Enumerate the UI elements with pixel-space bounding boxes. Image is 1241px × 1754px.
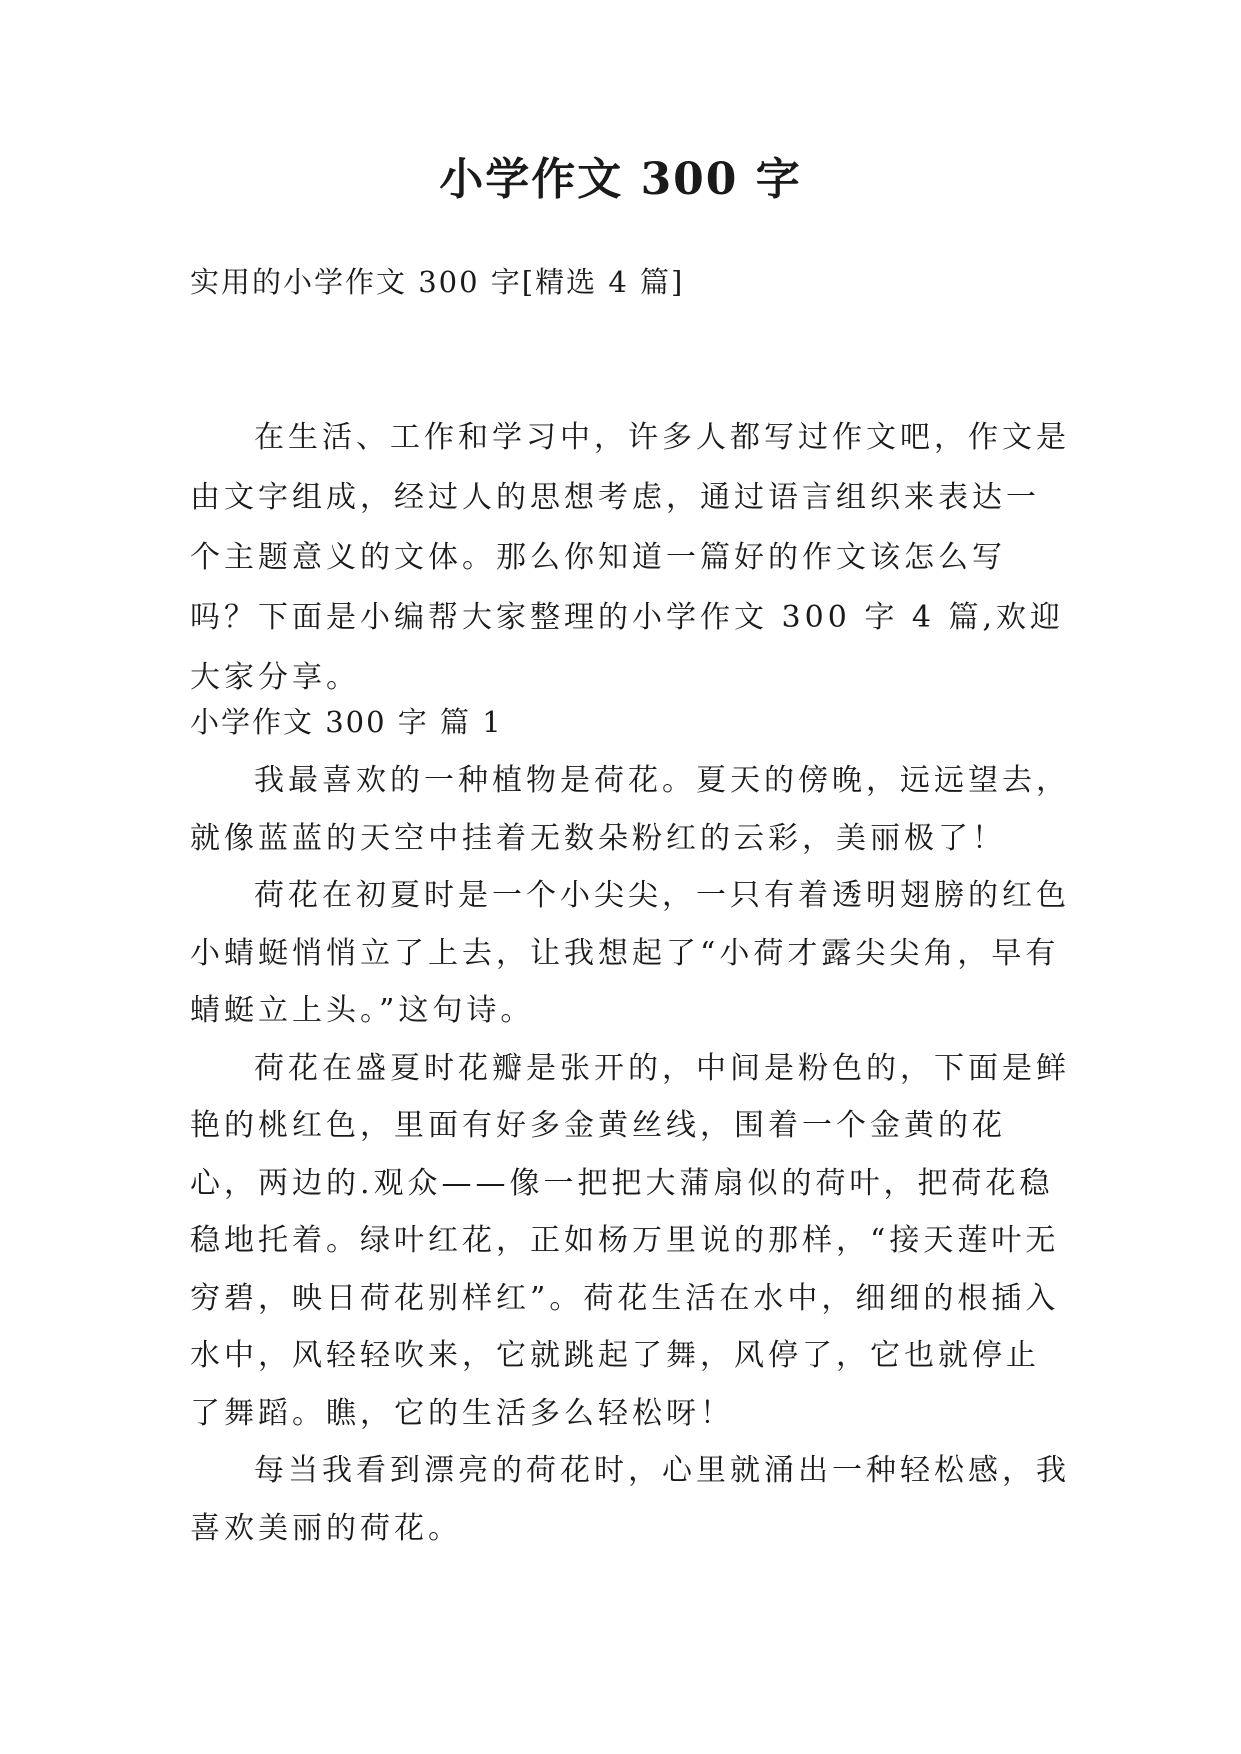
essay-paragraph: 荷花在盛夏时花瓣是张开的，中间是粉色的，下面是鲜艳的桃红色，里面有好多金黄丝线，围着一个金黄的花心，两边的.观众——像一把把大蒲扇似的荷叶，把荷花稳稳地托着。绿叶红花，正如杨万里说的那样，“接天莲叶无穷碧，映日荷花别样红”。荷花生活在水中，细细的根插入水中，风轻轻吹来，它就跳起了舞，风停了，它也就停止了舞蹈。瞧，它的生活多么轻松呀！ <box>190 1050 1070 1431</box>
essay-paragraph: 每当我看到漂亮的荷花时，心里就涌出一种轻松感，我喜欢美丽的荷花。 <box>190 1453 1070 1546</box>
document-title: 小学作文 300 字 <box>439 154 802 205</box>
intro-paragraph: 在生活、工作和学习中，许多人都写过作文吧，作文是由文字组成，经过人的思想考虑，通过语言组织来表达一个主题意义的文体。那么你知道一篇好的作文该怎么写吗？下面是小编帮大家整理的小学作文 300 字 4 篇,欢迎大家分享。 <box>190 420 1070 695</box>
essay-paragraph: 我最喜欢的一种植物是荷花。夏天的傍晚，远远望去，就像蓝蓝的天空中挂着无数朵粉红的云彩，美丽极了！ <box>190 763 1070 856</box>
essay-paragraph: 荷花在初夏时是一个小尖尖，一只有着透明翅膀的红色小蜻蜓悄悄立了上去，让我想起了“小荷才露尖尖角，早有蜻蜓立上头。”这句诗。 <box>190 878 1070 1028</box>
document-subtitle: 实用的小学作文 300 字[精选 4 篇] <box>190 265 685 299</box>
section-heading: 小学作文 300 字 篇 1 <box>190 705 503 739</box>
essay-body <box>190 752 1070 1557</box>
